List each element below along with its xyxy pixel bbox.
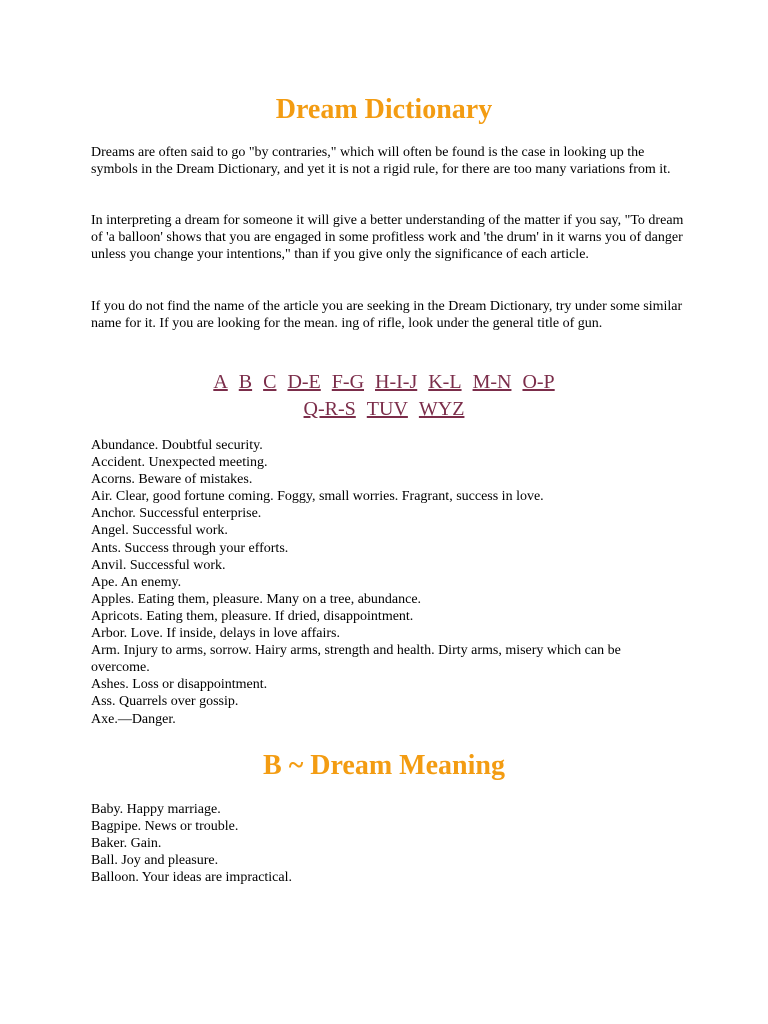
list-item: Anvil. Successful work. (91, 557, 226, 573)
alpha-link-f-g[interactable]: F-G (331, 371, 365, 393)
list-item: Accident. Unexpected meeting. (91, 455, 268, 471)
list-item: Angel. Successful work. (91, 523, 228, 539)
alpha-link-o-p[interactable]: O-P (522, 371, 555, 393)
alpha-link-h-i-j[interactable]: H-I-J (375, 371, 418, 393)
alpha-link-k-l[interactable]: K-L (428, 371, 462, 393)
list-item: Ass. Quarrels over gossip. (91, 694, 239, 710)
entries-list-a (91, 437, 681, 728)
list-item: Balloon. Your ideas are impractical. (91, 870, 293, 886)
entries-list-b (91, 801, 681, 886)
section-b-heading: B ~ Dream Meaning (263, 750, 505, 781)
list-item: Ball. Joy and pleasure. (91, 853, 219, 869)
list-item: Anchor. Successful enterprise. (91, 506, 262, 522)
list-item: Ashes. Loss or disappointment. (91, 677, 268, 693)
list-item: Abundance. Doubtful security. (91, 438, 263, 453)
list-item: Air. Clear, good fortune coming. Foggy, small worries. Fragrant, success in love. (91, 489, 544, 505)
list-item: Apples. Eating them, pleasure. Many on a tree, abundance. (91, 591, 422, 607)
alpha-link-c[interactable]: C (263, 371, 277, 393)
alpha-link-m-n[interactable]: M-N (472, 371, 512, 393)
intro-paragraph-3: If you do not find the name of the article you are seeking in the Dream Dictionary, try under some similar name for it. If you are looking for the mean. ing of rifle, look under the general title of gun. (91, 299, 683, 331)
list-item: Ants. Success through your efforts. (91, 540, 289, 556)
alpha-link-wyz[interactable]: WYZ (418, 398, 465, 420)
intro-paragraph-2: In interpreting a dream for someone it will give a better understanding of the matter if you say, "To dream of 'a balloon' shows that you are engaged in some profitless work and 'the drum' in it warns you of danger unless you change your intentions," than if you give only the significance of each article. (91, 213, 684, 262)
list-item: Arm. Injury to arms, sorrow. Hairy arms, strength and health. Dirty arms, misery which can be overcome. (91, 643, 621, 676)
list-item: Apricots. Eating them, pleasure. If dried, disappointment. (91, 608, 414, 624)
page-title: Dream Dictionary (275, 94, 493, 125)
alphabet-nav-row-2 (0, 396, 768, 422)
alpha-link-tuv[interactable]: TUV (366, 398, 408, 420)
alphabet-nav-row-1 (0, 369, 768, 395)
alpha-link-b[interactable]: B (238, 371, 253, 393)
list-item: Bagpipe. News or trouble. (91, 819, 239, 835)
list-item: Ape. An enemy. (91, 574, 182, 590)
intro-paragraph-1: Dreams are often said to go "by contraries," which will often be found is the case in looking up the symbols in the Dream Dictionary, and yet it is not a rigid rule, for there are too many variations from it. (91, 145, 671, 177)
list-item: Arbor. Love. If inside, delays in love affairs. (91, 626, 340, 642)
alpha-link-q-r-s[interactable]: Q-R-S (303, 398, 356, 420)
list-item: Axe.—Danger. (91, 711, 176, 727)
list-item: Baby. Happy marriage. (91, 802, 221, 817)
alpha-link-a[interactable]: A (213, 371, 228, 393)
list-item: Acorns. Beware of mistakes. (91, 472, 253, 488)
list-item: Baker. Gain. (91, 836, 162, 852)
alpha-link-d-e[interactable]: D-E (287, 371, 321, 393)
